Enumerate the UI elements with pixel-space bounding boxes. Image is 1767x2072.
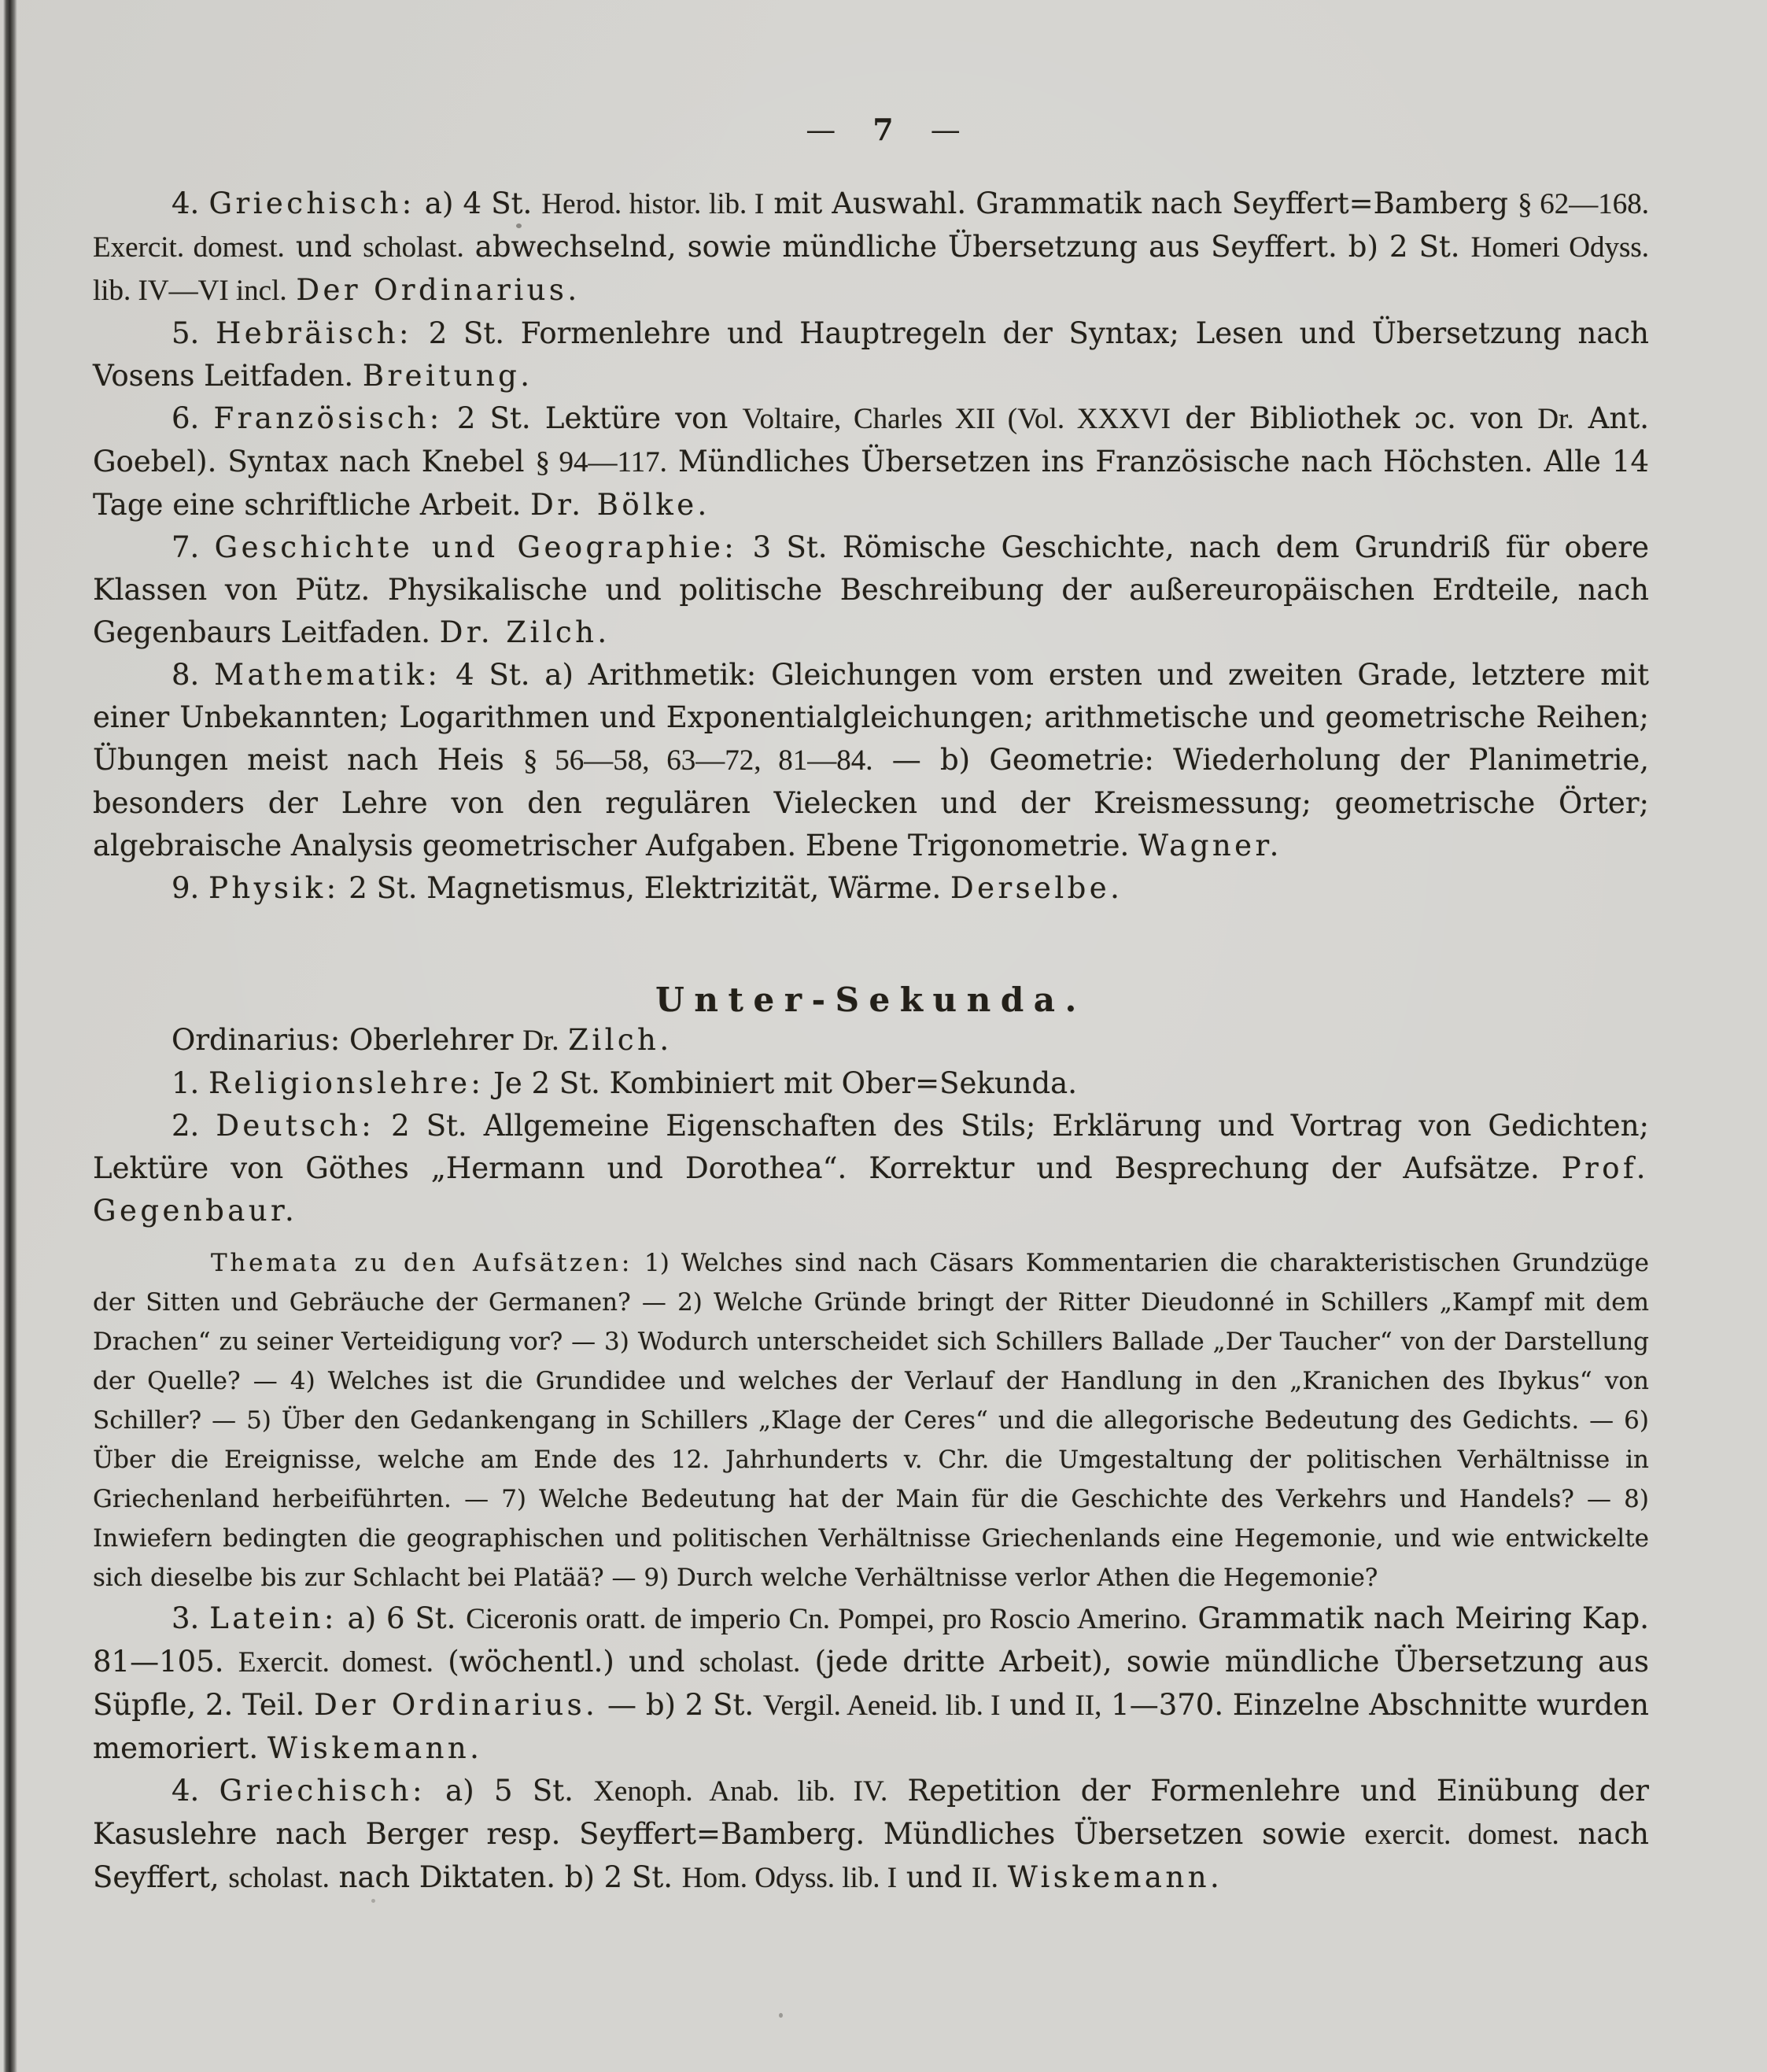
text-run: Repetition der Formenlehre und Einübung der Kasuslehre nach Berger resp. Seyffert=Bamberg. Mündliches Übersetzen sowie bbox=[93, 1774, 1649, 1851]
text-run: 2. bbox=[172, 1109, 216, 1143]
text-run: Hebräisch: bbox=[216, 316, 412, 350]
text-run: 6. bbox=[172, 401, 214, 435]
text-run: Wiskemann. bbox=[1007, 1860, 1223, 1894]
text-run: 4 St. a) Arithmetik: Gleichungen vom ersten und zweiten Grade, letztere mit einer Unbekannten; Logarithmen und Exponentialgleichungen; arithmetische und geometrische Reihen; Übungen meist nach Heis bbox=[93, 658, 1649, 777]
text-run bbox=[998, 1860, 1008, 1894]
ordinarius-line bbox=[93, 1019, 1649, 1062]
paragraph-1-religionslehre bbox=[93, 1062, 1649, 1105]
text-run: der Bibliothek ɔc. von bbox=[1171, 401, 1538, 435]
paragraph-9-physik bbox=[93, 867, 1649, 910]
text-run bbox=[287, 273, 297, 307]
text-run: und bbox=[897, 1860, 972, 1894]
text-run: Mündliches Übersetzen ins Französische nach Höchsten. Alle 14 Tage eine schriftliche Arbeit. bbox=[93, 445, 1650, 522]
text-run: a) 6 St. bbox=[337, 1601, 467, 1635]
text-run: und bbox=[1000, 1688, 1075, 1722]
themata-aufsaetze-block bbox=[93, 1243, 1649, 1597]
text-run: nach Diktaten. b) 2 St. bbox=[329, 1860, 682, 1894]
paragraph-7-geschichte-geographie bbox=[93, 526, 1649, 654]
text-run: § 56—58, 63—72, 81—84. bbox=[523, 744, 873, 777]
text-run: Griechisch: bbox=[219, 1774, 426, 1808]
text-run: § 94—117. bbox=[535, 446, 667, 478]
text-run: 1—370. Einzelne Abschnitte wurden memoriert. bbox=[93, 1688, 1649, 1765]
text-run: Physik: bbox=[208, 871, 340, 905]
text-run bbox=[559, 1023, 568, 1057]
text-run: Wagner. bbox=[1138, 829, 1282, 862]
text-run: II. bbox=[972, 1862, 998, 1894]
text-run: scholast. bbox=[228, 1862, 330, 1894]
text-run: 1) Welches sind nach Cäsars Kommentarien die charakteristischen Grundzüge der Sitten und Gebräuche der Germanen? — 2) Welche Gründe bringt der Ritter Dieudonné in Schillers „Kampf mit dem Drachen“ zu seiner Verteidigung vor? — 3) Wodurch unterscheidet sich Schillers Ballade „Der Taucher“ von der Darstellung der Quelle? — 4) Welches ist die Grundidee und welches der Verlauf der Handlung in den „Kranichen des Ibykus“ von Schiller? — 5) Über den Gedankengang in Schillers „Klage der Ceres“ und die allegorische Bedeutung des Gedichts. — 6) Über die Ereignisse, welche am Ende des 12. Jahrhunderts v. Chr. die Umgestaltung der politischen Verhältnisse in Griechenland herbeiführten. — 7) Welche Bedeutung hat der Main für die Geschichte des Verkehrs und Handels? — 8) Inwiefern bedingten die geographischen und politischen Verhältnisse Griechenlands eine Hegemonie, und wie entwickelte sich dieselbe bis zur Schlacht bei Platää? — 9) Durch welche Verhältnisse verlor Athen die Hegemonie? bbox=[93, 1249, 1649, 1592]
page-header bbox=[0, 112, 1767, 147]
text-run: Homeri Odyss. lib. IV—VI incl. bbox=[93, 231, 1649, 307]
text-run: 3. bbox=[172, 1601, 210, 1635]
text-run: Griechisch: bbox=[208, 187, 415, 220]
text-run: (wöchentl.) und bbox=[433, 1645, 699, 1679]
paragraph-3-latein bbox=[93, 1597, 1649, 1770]
text-run: abwechselnd, sowie mündliche Übersetzung aus Seyffert. b) 2 St. bbox=[463, 230, 1471, 264]
text-run: Xenoph. Anab. lib. IV. bbox=[593, 1775, 888, 1808]
text-run: Ordinarius: Oberlehrer bbox=[172, 1023, 523, 1057]
text-run: Geschichte und Geographie: bbox=[214, 530, 738, 564]
text-run: mit Auswahl. Grammatik nach Seyffert=Bamberg bbox=[764, 187, 1518, 220]
text-run: a) 5 St. bbox=[425, 1774, 594, 1808]
paragraph-6-franzoesisch bbox=[93, 397, 1649, 526]
text-run: Dr. bbox=[1537, 403, 1574, 435]
text-run: (jede dritte Arbeit), sowie mündliche Übersetzung aus Süpfle, 2. Teil. bbox=[93, 1645, 1650, 1722]
paragraph-2-deutsch bbox=[93, 1105, 1649, 1232]
text-run: Exercit. domest. bbox=[238, 1646, 433, 1679]
text-run: und bbox=[284, 230, 363, 264]
text-run: Mathematik: bbox=[214, 658, 441, 692]
text-run: 2 St. Formenlehre und Hauptregeln der Syntax; Lesen und Übersetzung nach Vosens Leitfaden. bbox=[93, 316, 1649, 393]
text-run: 8. bbox=[172, 658, 215, 692]
text-run: 7. bbox=[172, 530, 215, 564]
text-run: § 62—168. Exercit. domest. bbox=[93, 188, 1649, 264]
page-number: 7 bbox=[872, 112, 895, 147]
text-run: 5. bbox=[172, 316, 216, 350]
header-right-dash: — bbox=[930, 112, 961, 147]
text-run: Latein: bbox=[209, 1601, 338, 1635]
text-run: Der Ordinarius. bbox=[296, 273, 581, 307]
text-run: 2 St. Allgemeine Eigenschaften des Stils; Erklärung und Vortrag von Gedichten; Lektüre von Göthes „Hermann und Dorothea“. Korrektur und Besprechung der Aufsätze. bbox=[93, 1109, 1649, 1185]
text-run: — b) Geometrie: Wiederholung der Planimetrie, besonders der Lehre von den regulären Vielecken und der Kreismessung; geometrische Örter; algebraische Analysis geometrischer Aufgaben. Ebene Trigonometrie. bbox=[93, 743, 1649, 862]
section-title-unter-sekunda: Unter-Sekunda. bbox=[655, 981, 1086, 1019]
text-run: Dr. Bölke. bbox=[530, 488, 710, 522]
text-run: Französisch: bbox=[213, 401, 443, 435]
text-run: — b) 2 St. bbox=[598, 1688, 763, 1722]
text-run: scholast. bbox=[363, 231, 464, 264]
ink-speck bbox=[779, 2013, 783, 2018]
text-run: 4. bbox=[172, 187, 209, 220]
text-run: Wiskemann. bbox=[267, 1731, 483, 1765]
text-run: Religionslehre: bbox=[208, 1066, 485, 1100]
paragraph-5-hebraeisch bbox=[93, 312, 1649, 397]
text-block bbox=[93, 183, 1649, 1900]
text-run: Der Ordinarius. bbox=[314, 1688, 599, 1722]
text-run: exercit. domest. bbox=[1364, 1819, 1559, 1851]
text-run: 2 St. Magnetismus, Elektrizität, Wärme. bbox=[339, 871, 951, 905]
text-run: Voltaire, Charles XII (Vol. XXXVI bbox=[742, 403, 1171, 435]
text-run: 9. bbox=[172, 871, 209, 905]
paragraph-8-mathematik bbox=[93, 654, 1649, 867]
text-run: 2 St. Lektüre von bbox=[442, 401, 743, 435]
text-run: Themata zu den Aufsätzen: bbox=[211, 1249, 633, 1277]
text-run: Hom. Odyss. lib. I bbox=[681, 1862, 898, 1894]
text-run: Derselbe. bbox=[950, 871, 1123, 905]
text-run: Breitung. bbox=[362, 359, 533, 393]
header-left-dash: — bbox=[806, 112, 837, 147]
text-run: a) 4 St. bbox=[415, 187, 542, 220]
paragraph-4-griechisch-obersekunda bbox=[93, 183, 1649, 312]
text-run: Dr. Zilch. bbox=[439, 615, 611, 649]
text-run: scholast. bbox=[699, 1646, 801, 1679]
text-run: Vergil. Aeneid. lib. I bbox=[762, 1690, 1001, 1722]
text-run: Zilch. bbox=[568, 1023, 673, 1057]
text-run: II, bbox=[1075, 1690, 1102, 1722]
paragraph-4-griechisch-untersekunda bbox=[93, 1770, 1649, 1900]
text-run: Grammatik nach Meiring Kap. 81—105. bbox=[93, 1601, 1650, 1679]
text-run: Ant. Goebel). Syntax nach Knebel bbox=[93, 401, 1649, 478]
text-run: Prof. Gegenbaur. bbox=[93, 1151, 1649, 1228]
text-run: Dr. bbox=[522, 1025, 559, 1057]
text-run: Deutsch: bbox=[216, 1109, 375, 1143]
text-run: Herod. histor. lib. I bbox=[541, 188, 765, 220]
text-run: 1. bbox=[172, 1066, 209, 1100]
text-run: 4. bbox=[172, 1774, 219, 1808]
text-run: Ciceronis oratt. de imperio Cn. Pompei, pro Roscio Amerino. bbox=[466, 1603, 1188, 1635]
text-run: nach Seyffert, bbox=[93, 1817, 1650, 1894]
text-run: 3 St. Römische Geschichte, nach dem Grundriß für obere Klassen von Pütz. Physikalische und politische Beschreibung der außereuropäischen Erdteile, nach Gegenbaurs Leitfaden. bbox=[93, 530, 1649, 649]
book-binding-scan-edge bbox=[3, 0, 17, 2072]
text-run: Je 2 St. Kombiniert mit Ober=Sekunda. bbox=[484, 1066, 1078, 1100]
